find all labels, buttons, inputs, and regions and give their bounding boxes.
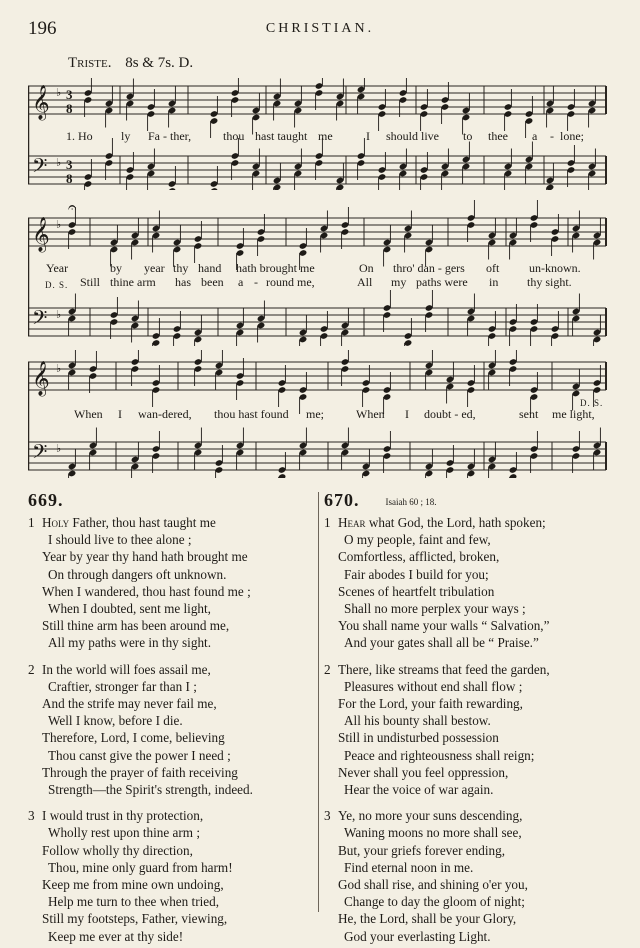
- treble-clef-icon: 𝄞: [32, 217, 50, 252]
- verse-line: God your everlasting Light.: [344, 928, 491, 944]
- lyric-word: hast taught: [255, 129, 308, 143]
- hymn-number-670: 670. Isaiah 60 ; 18.: [324, 490, 437, 510]
- time-signature-top: 3: [66, 87, 73, 102]
- bass-clef-icon: 𝄢: [32, 306, 48, 334]
- lyric-word: thy: [173, 261, 189, 275]
- page-number: 196: [28, 18, 57, 39]
- lyric-word: hand: [198, 261, 222, 275]
- lyric-word: a: [532, 129, 538, 143]
- music-system-3: [28, 350, 608, 478]
- verse-line: Strength—the Spirit's strength, indeed.: [48, 782, 253, 798]
- lyric-word: I: [118, 407, 122, 421]
- column-divider: [318, 492, 319, 912]
- verse-line: 3 I would trust in thy protection,: [28, 808, 204, 824]
- lyric-word: All: [357, 275, 373, 289]
- lyric-word: wan-dered,: [138, 407, 192, 421]
- lyric-word: On: [359, 261, 374, 275]
- verse-line: He, the Lord, shall be your Glory,: [338, 911, 517, 927]
- verse-line: Follow wholly thy direction,: [42, 842, 193, 858]
- lyric-word: been: [201, 275, 224, 289]
- lyric-word: a: [238, 275, 244, 289]
- note-head: [168, 187, 177, 190]
- lyric-word: When: [74, 407, 103, 421]
- lyric-word: should live: [386, 129, 439, 143]
- tune-name: Triste.: [68, 55, 112, 71]
- lyric-word: year: [144, 261, 165, 275]
- verse-line: Change to day the gloom of night;: [344, 894, 525, 910]
- music-system-1: [28, 78, 608, 190]
- verse-line: And the strife may never fail me,: [42, 696, 217, 712]
- lyric-word: -: [550, 129, 554, 143]
- verse-line: All his bounty shall bestow.: [344, 713, 491, 729]
- time-signature-bottom: 8: [66, 171, 73, 186]
- verse-line: When I wandered, thou hast found me ;: [42, 583, 251, 599]
- verse-line: You shall name your walls “ Salvation,”: [338, 618, 550, 634]
- verse-line: Therefore, Lord, I come, believing: [42, 730, 225, 746]
- time-signature-bottom: 8: [66, 101, 73, 116]
- verse-line: Shall no more perplex your ways ;: [344, 601, 526, 617]
- flat-icon: ♭: [56, 219, 62, 231]
- verse-line: Help me turn to thee when tried,: [48, 894, 220, 910]
- bass-clef-icon: 𝄢: [32, 154, 48, 182]
- lyric-word: hath brought me: [236, 261, 315, 275]
- verse-line: I should live to thee alone ;: [48, 532, 192, 548]
- verse-line: Year by year thy hand hath brought me: [42, 549, 248, 565]
- flat-icon: ♭: [56, 309, 62, 321]
- verse-line: Craftier, stronger far than I ;: [48, 678, 197, 694]
- lyric-word: doubt - ed,: [424, 407, 476, 421]
- verse-line: For the Lord, your faith rewarding,: [338, 696, 523, 712]
- treble-clef-icon: 𝄞: [32, 85, 50, 120]
- treble-clef-icon: 𝄞: [32, 361, 50, 396]
- lyric-word: me light,: [552, 407, 595, 421]
- lyric-word: thine arm: [110, 275, 156, 289]
- verse-line: On through dangers oft unknown.: [48, 566, 227, 582]
- lyric-word: thy sight.: [527, 275, 572, 289]
- lyric-word: -: [254, 275, 258, 289]
- verse-line: Comfortless, afflicted, broken,: [338, 549, 500, 565]
- verse-line: But, your griefs forever ending,: [338, 842, 505, 858]
- verse-line: Through the prayer of faith receiving: [42, 764, 238, 780]
- verse-line: Find eternal noon in me.: [344, 859, 474, 875]
- verse-line: Pleasures without end shall flow ;: [344, 678, 523, 694]
- tune-heading: [68, 55, 193, 72]
- verse-line: 2 In the world will foes assail me,: [28, 661, 211, 677]
- stanza: [28, 514, 316, 652]
- lyric-word: sent: [519, 407, 539, 421]
- flat-icon: ♭: [56, 157, 62, 169]
- verse-line: Peace and righteousness shall reign;: [344, 747, 535, 763]
- stanza: [28, 661, 316, 799]
- lyric-word: by: [110, 261, 122, 275]
- verse-line: Keep me from mine own undoing,: [42, 877, 224, 893]
- lyric-word: 1. Ho: [66, 129, 93, 143]
- note-head: [210, 187, 219, 190]
- lyric-word: When: [356, 407, 385, 421]
- running-title: CHRISTIAN.: [265, 21, 375, 36]
- hymn-number-669: 669.: [28, 490, 64, 510]
- verse-line: Keep me ever at thy side!: [48, 928, 184, 944]
- lyric-word: Year: [46, 261, 69, 275]
- verse-line: Thou, mine only guard from harm!: [48, 859, 233, 875]
- flat-icon: ♭: [56, 443, 62, 455]
- verse-line: Still my footsteps, Father, viewing,: [42, 911, 228, 927]
- verse-line: Wholly rest upon thine arm ;: [48, 825, 200, 841]
- lyric-word: I: [405, 407, 409, 421]
- fermata-icon: 𝄐: [68, 200, 77, 216]
- lyric-word: me;: [306, 407, 324, 421]
- verse-line: When I doubted, sent me light,: [48, 601, 211, 617]
- verse-line: 2 There, like streams that feed the garden,: [324, 661, 550, 677]
- lyric-word: un-known.: [529, 261, 581, 275]
- lyric-word: my: [391, 275, 407, 289]
- time-signature-top: 3: [66, 157, 73, 172]
- lyric-word: thou: [223, 129, 245, 143]
- verse-line: 1 Holy Father, thou hast taught me: [28, 515, 216, 530]
- lyric-word: thro' dan - gers: [393, 261, 465, 275]
- verse-line: And your gates shall all be “ Praise.”: [344, 635, 539, 651]
- stanza: [324, 514, 616, 652]
- verse-line: 3 Ye, no more your suns descending,: [324, 808, 523, 824]
- lyric-word: oft: [486, 261, 500, 275]
- lyric-word: me: [318, 129, 333, 143]
- lyric-word: I: [366, 129, 370, 143]
- verse-line: Well I know, before I die.: [48, 713, 183, 729]
- lyric-word: paths were: [416, 275, 468, 289]
- verse-line: Scenes of heartfelt tribulation: [338, 583, 495, 599]
- ds-marking: D. S.: [45, 280, 69, 290]
- lyric-word: Fa - ther,: [148, 129, 192, 143]
- stanza: [28, 807, 316, 945]
- verse-line: O my people, faint and few,: [344, 532, 491, 548]
- verse-line: Thou canst give the power I need ;: [48, 747, 231, 763]
- page-header: [28, 18, 612, 42]
- lyric-word: ly: [121, 129, 131, 143]
- flat-icon: ♭: [56, 363, 62, 375]
- hymn-669: [28, 490, 316, 945]
- tune-meter: 8s & 7s. D.: [125, 55, 194, 71]
- bass-clef-icon: 𝄢: [32, 440, 48, 468]
- verse-line: Hear the voice of war again.: [344, 782, 494, 798]
- ds-marking: D. S.: [580, 398, 604, 408]
- stanza: [324, 807, 616, 945]
- scripture-reference: Isaiah 60 ; 18.: [385, 497, 437, 508]
- verse-line: Fair abodes I build for you;: [344, 566, 489, 582]
- lyric-word: in: [489, 275, 499, 289]
- lyric-word: thee: [488, 129, 508, 143]
- verse-line: All my paths were in thy sight.: [48, 635, 211, 651]
- lyric-word: round me,: [266, 275, 315, 289]
- verse-line: 1 Hear what God, the Lord, hath spoken;: [324, 515, 546, 530]
- lyric-word: lone;: [560, 129, 584, 143]
- stanza: [324, 661, 616, 799]
- hymn-670: [324, 490, 616, 945]
- lyric-word: has: [175, 275, 191, 289]
- lyric-word: Still: [80, 275, 101, 289]
- verse-line: Never shall you feel oppression,: [338, 764, 509, 780]
- verse-line: God shall rise, and shining o'er you,: [338, 877, 528, 893]
- flat-icon: ♭: [56, 87, 62, 99]
- music-system-2: [28, 196, 608, 346]
- verse-line: Still in undisturbed possession: [338, 730, 499, 746]
- verse-line: Waning moons no more shall see,: [344, 825, 522, 841]
- lyric-word: thou hast found: [214, 407, 289, 421]
- lyric-word: to: [463, 129, 473, 143]
- verse-line: Still thine arm has been around me,: [42, 618, 230, 634]
